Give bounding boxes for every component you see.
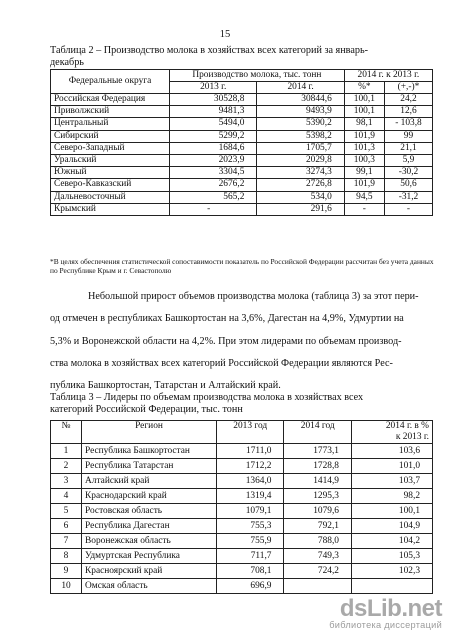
pct-cell: 100,3 bbox=[344, 154, 384, 166]
dslib-watermark bbox=[329, 595, 442, 630]
region-cell: Республика Татарстан bbox=[82, 459, 217, 474]
table-row bbox=[51, 203, 433, 215]
value-2014-cell: 3274,3 bbox=[257, 167, 344, 179]
diff-cell: -31,2 bbox=[384, 191, 432, 203]
district-cell: Южный bbox=[51, 167, 170, 179]
value-2013-cell: 1711,0 bbox=[217, 444, 284, 459]
table2-caption bbox=[50, 45, 445, 69]
rank-cell: 3 bbox=[51, 474, 82, 489]
table2-caption-line2: декабрь bbox=[50, 57, 84, 68]
paragraph-line: Небольшой прирост объемов производства молока (таблица 3) за этот пери- bbox=[88, 291, 419, 302]
value-2014-cell: 788,0 bbox=[284, 534, 351, 549]
ratio-cell: 103,6 bbox=[351, 444, 432, 459]
watermark-subtitle: библиотека диссертаций bbox=[329, 620, 442, 630]
header-ratio-line1: 2014 г. в % bbox=[351, 421, 432, 433]
header-ratio-line2: к 2013 г. bbox=[351, 432, 432, 444]
district-cell: Центральный bbox=[51, 118, 170, 130]
diff-cell: 99 bbox=[384, 130, 432, 142]
diff-cell: - 103,8 bbox=[384, 118, 432, 130]
value-2013-cell: 9481,3 bbox=[170, 106, 257, 118]
value-2014-cell: 1728,8 bbox=[284, 459, 351, 474]
table-row bbox=[51, 154, 433, 166]
table-row bbox=[51, 474, 433, 489]
header-2013-year: 2013 год bbox=[217, 421, 284, 444]
header-production: Производство молока, тыс. тонн bbox=[170, 70, 345, 82]
table-row bbox=[51, 459, 433, 474]
table3-caption bbox=[50, 392, 445, 416]
value-2014-cell: 1414,9 bbox=[284, 474, 351, 489]
district-cell: Северо-Западный bbox=[51, 142, 170, 154]
pct-cell: 99,1 bbox=[344, 167, 384, 179]
value-2014-cell: 792,1 bbox=[284, 519, 351, 534]
ratio-cell: 105,3 bbox=[351, 549, 432, 564]
table-row bbox=[51, 167, 433, 179]
value-2013-cell: 30528,8 bbox=[170, 94, 257, 106]
watermark-logo: dsLib.net bbox=[339, 595, 442, 622]
value-2014-cell: 291,6 bbox=[257, 203, 344, 215]
pct-cell: 101,9 bbox=[344, 130, 384, 142]
value-2013-cell: 1319,4 bbox=[217, 489, 284, 504]
ratio-cell: 104,9 bbox=[351, 519, 432, 534]
rank-cell: 2 bbox=[51, 459, 82, 474]
paragraph-line: публика Башкортостан, Татарстан и Алтайский край. bbox=[50, 380, 281, 392]
table-row bbox=[51, 564, 433, 579]
ratio-cell: 101,0 bbox=[351, 459, 432, 474]
district-cell: Российская Федерация bbox=[51, 94, 170, 106]
paragraph-line: ства молока в хозяйствах всех категорий Российской Федерации являются Рес- bbox=[50, 357, 393, 369]
rank-cell: 9 bbox=[51, 564, 82, 579]
table3-caption-line1: Таблица 3 – Лидеры по объемам производства молока в хозяйствах всех bbox=[50, 392, 364, 403]
rank-cell: 6 bbox=[51, 519, 82, 534]
value-2013-cell: 5494,0 bbox=[170, 118, 257, 130]
value-2014-cell: 1295,3 bbox=[284, 489, 351, 504]
pct-cell: 94,5 bbox=[344, 191, 384, 203]
value-2014-cell: 9493,9 bbox=[257, 106, 344, 118]
value-2014-cell: 2029,8 bbox=[257, 154, 344, 166]
table2-footnote: *В целях обеспечения статистической сопоставимости показатель по Российской Федерации рассчитан без учета данных по Республике Крым и г. Севастополю bbox=[50, 257, 434, 275]
table-row bbox=[51, 191, 433, 203]
district-cell: Приволжский bbox=[51, 106, 170, 118]
district-cell: Уральский bbox=[51, 154, 170, 166]
diff-cell: 21,1 bbox=[384, 142, 432, 154]
table-row bbox=[51, 504, 433, 519]
page-number: 15 bbox=[219, 29, 231, 40]
paragraph-line: 5,3% и Воронежской области на 4,2%. При этом лидерами по объемам производ- bbox=[50, 335, 402, 347]
ratio-cell: 98,2 bbox=[351, 489, 432, 504]
ratio-cell: 100,1 bbox=[351, 504, 432, 519]
value-2013-cell: 1712,2 bbox=[217, 459, 284, 474]
region-cell: Республика Дагестан bbox=[82, 519, 217, 534]
table-row bbox=[51, 179, 433, 191]
table-row bbox=[51, 130, 433, 142]
ratio-cell: 104,2 bbox=[351, 534, 432, 549]
region-cell: Омская область bbox=[82, 579, 217, 594]
table-row bbox=[51, 489, 433, 504]
district-cell: Дальневосточный bbox=[51, 191, 170, 203]
header-ratio: 2014 г. к 2013 г. bbox=[344, 70, 432, 82]
value-2014-cell: 1079,6 bbox=[284, 504, 351, 519]
diff-cell: - bbox=[384, 203, 432, 215]
ratio-cell: 102,3 bbox=[351, 564, 432, 579]
header-pct: %* bbox=[344, 82, 384, 94]
pct-cell: 100,1 bbox=[344, 94, 384, 106]
table-row bbox=[51, 118, 433, 130]
pct-cell: 101,9 bbox=[344, 179, 384, 191]
value-2014-cell: 1705,7 bbox=[257, 142, 344, 154]
value-2014-cell: 724,2 bbox=[284, 564, 351, 579]
rank-cell: 4 bbox=[51, 489, 82, 504]
region-cell: Красноярский край bbox=[82, 564, 217, 579]
rank-cell: 10 bbox=[51, 579, 82, 594]
paragraph-line: од отмечен в республиках Башкортостан на 3,6%, Дагестан на 4,9%, Удмуртии на bbox=[50, 313, 404, 325]
header-2013: 2013 г. bbox=[170, 82, 257, 94]
value-2014-cell: 2726,8 bbox=[257, 179, 344, 191]
header-2014-year: 2014 год bbox=[284, 421, 351, 444]
value-2013-cell: 696,9 bbox=[217, 579, 284, 594]
rank-cell: 8 bbox=[51, 549, 82, 564]
value-2013-cell: 5299,2 bbox=[170, 130, 257, 142]
header-diff: (+,-)* bbox=[384, 82, 432, 94]
pct-cell: 98,1 bbox=[344, 118, 384, 130]
header-2014: 2014 г. bbox=[257, 82, 344, 94]
milk-production-table bbox=[50, 69, 433, 216]
header-no: № bbox=[51, 421, 82, 444]
value-2014-cell bbox=[284, 579, 351, 594]
diff-cell: 5,9 bbox=[384, 154, 432, 166]
value-2013-cell: 2023,9 bbox=[170, 154, 257, 166]
value-2013-cell: 1684,6 bbox=[170, 142, 257, 154]
district-cell: Северо-Кавказский bbox=[51, 179, 170, 191]
region-cell: Удмуртская Республика bbox=[82, 549, 217, 564]
region-cell: Воронежская область bbox=[82, 534, 217, 549]
value-2013-cell: 565,2 bbox=[170, 191, 257, 203]
rank-cell: 1 bbox=[51, 444, 82, 459]
value-2013-cell: 1079,1 bbox=[217, 504, 284, 519]
value-2013-cell: - bbox=[170, 203, 257, 215]
value-2013-cell: 2676,2 bbox=[170, 179, 257, 191]
region-cell: Республика Башкортостан bbox=[82, 444, 217, 459]
pct-cell: 100,1 bbox=[344, 106, 384, 118]
diff-cell: 50,6 bbox=[384, 179, 432, 191]
table-row bbox=[51, 534, 433, 549]
value-2014-cell: 30844,6 bbox=[257, 94, 344, 106]
rank-cell: 7 bbox=[51, 534, 82, 549]
value-2014-cell: 1773,1 bbox=[284, 444, 351, 459]
table2-caption-line1: Таблица 2 – Производство молока в хозяйствах всех категорий за январь- bbox=[50, 45, 369, 56]
value-2013-cell: 3304,5 bbox=[170, 167, 257, 179]
header-region: Регион bbox=[82, 421, 217, 444]
ratio-cell: 103,7 bbox=[351, 474, 432, 489]
value-2014-cell: 5398,2 bbox=[257, 130, 344, 142]
value-2013-cell: 1364,0 bbox=[217, 474, 284, 489]
value-2013-cell: 755,9 bbox=[217, 534, 284, 549]
rank-cell: 5 bbox=[51, 504, 82, 519]
table-row bbox=[51, 579, 433, 594]
diff-cell: 24,2 bbox=[384, 94, 432, 106]
region-cell: Ростовская область bbox=[82, 504, 217, 519]
table-row bbox=[51, 519, 433, 534]
region-cell: Алтайский край bbox=[82, 474, 217, 489]
leaders-table bbox=[50, 420, 433, 594]
table-row bbox=[51, 549, 433, 564]
region-cell: Краснодарский край bbox=[82, 489, 217, 504]
ratio-cell bbox=[351, 579, 432, 594]
value-2013-cell: 755,3 bbox=[217, 519, 284, 534]
table-row bbox=[51, 94, 433, 106]
table-row bbox=[51, 142, 433, 154]
table-row bbox=[51, 106, 433, 118]
diff-cell: 12,6 bbox=[384, 106, 432, 118]
pct-cell: - bbox=[344, 203, 384, 215]
value-2013-cell: 711,7 bbox=[217, 549, 284, 564]
value-2013-cell: 708,1 bbox=[217, 564, 284, 579]
value-2014-cell: 534,0 bbox=[257, 191, 344, 203]
pct-cell: 101,3 bbox=[344, 142, 384, 154]
header-district: Федеральные округа bbox=[51, 70, 170, 94]
table3-caption-line2: категорий Российской Федерации, тыс. тонн bbox=[50, 404, 243, 415]
district-cell: Сибирский bbox=[51, 130, 170, 142]
district-cell: Крымский bbox=[51, 203, 170, 215]
value-2014-cell: 749,3 bbox=[284, 549, 351, 564]
body-paragraph bbox=[50, 286, 435, 397]
value-2014-cell: 5390,2 bbox=[257, 118, 344, 130]
table-row bbox=[51, 444, 433, 459]
diff-cell: -30,2 bbox=[384, 167, 432, 179]
